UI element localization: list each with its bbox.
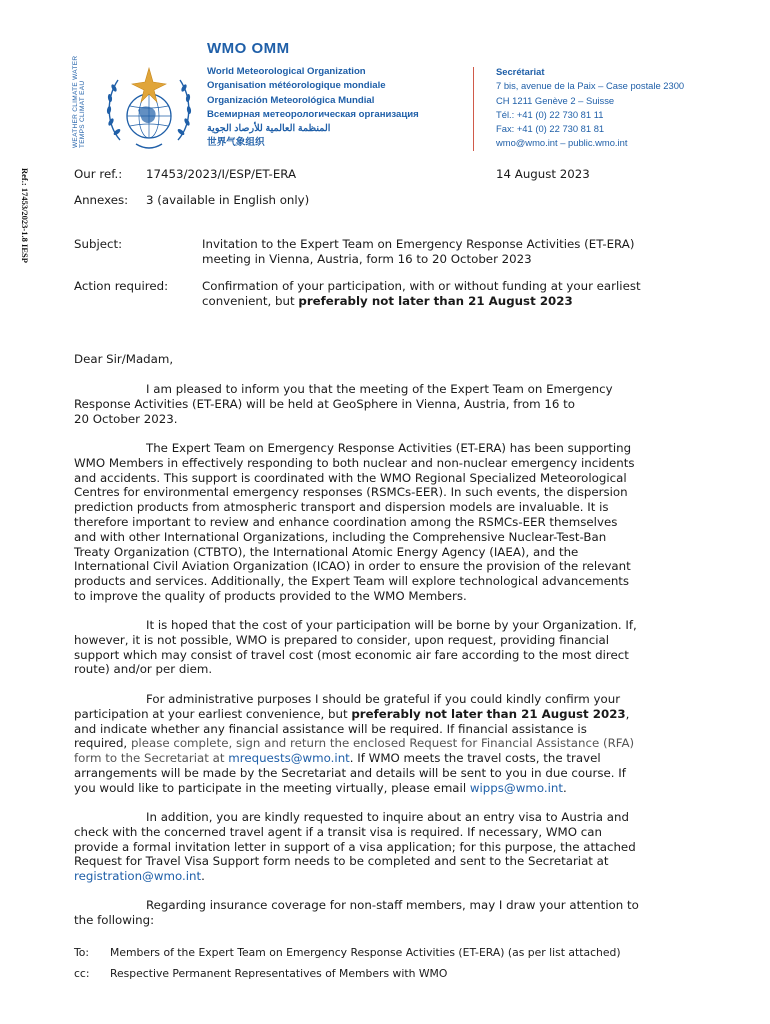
secretariat-address-2: CH 1211 Genève 2 – Suisse — [496, 94, 615, 106]
deadline-emphasis: preferably not later than 21 August 2023 — [351, 706, 626, 721]
mrequests-email-link[interactable]: mrequests@wmo.int — [228, 751, 350, 766]
org-name-en: World Meteorological Organization — [207, 66, 366, 77]
paragraph-line: For administrative purposes I should be grateful if you could kindly confirm your — [146, 692, 621, 706]
org-name-es: Organización Meteorológica Mundial — [207, 94, 375, 106]
paragraph-4 — [74, 692, 698, 796]
org-names — [207, 65, 419, 151]
secretariat-title: Secrétariat — [496, 66, 545, 77]
paragraph-line: check with the concerned travel agent if a transit visa is required. If necessary, WMO can — [74, 824, 602, 839]
paragraph-line: support which may consist of travel cost (most economic air fare according to the most direct — [74, 647, 629, 662]
action-label: Action required: — [74, 279, 169, 293]
tagline-vertical — [72, 56, 86, 148]
paragraph-2 — [74, 441, 698, 604]
cc-label: cc: — [74, 967, 90, 980]
paragraph-text: participation at your earliest convenience, but — [74, 706, 352, 721]
action-line-1: Confirmation of your participation, with or without funding at your earliest — [202, 279, 641, 293]
paragraph-text: you would like to participate in the meeting virtually, please email — [74, 780, 470, 795]
rfa-instruction: form to the Secretariat at — [74, 751, 229, 766]
paragraph-1 — [74, 382, 698, 426]
header-divider — [473, 67, 474, 151]
paragraph-line: route) and/or per diem. — [74, 662, 213, 677]
secretariat-fax: Fax: +41 (0) 22 730 81 81 — [496, 123, 605, 135]
annexes-value: 3 (available in English only) — [146, 193, 310, 207]
paragraph-line: Treaty Organization (CTBTO), the International Atomic Energy Agency (IAEA), and the — [74, 544, 579, 559]
paragraph-line: Response Activities (ET-ERA) will be held at GeoSphere in Vienna, Austria, from 16 to — [74, 396, 576, 411]
paragraph-line: Regarding insurance coverage for non-staff members, may I draw your attention to — [146, 898, 639, 912]
paragraph-line: Request for Travel Visa Support form needs to be completed and sent to the Secretariat at — [74, 854, 609, 869]
secretariat-address-1: 7 bis, avenue de la Paix – Case postale 2300 — [496, 80, 685, 92]
paragraph-6 — [74, 898, 698, 928]
paragraph-line: therefore important to review and enhance coordination among the RSMCs-EER themselves — [74, 514, 618, 529]
paragraph-line: and with other International Organizations, including the Comprehensive Nuclear-Test-Ban — [74, 529, 607, 544]
org-name-ar: المنظمة العالمية للأرصاد الجوية — [207, 123, 331, 135]
tagline-line-2: TEMPS CLIMAT EAU — [79, 80, 86, 148]
paragraph-line: products and services. Additionally, the Expert Team will explore technological advancements — [74, 574, 630, 589]
salutation: Dear Sir/Madam, — [74, 352, 174, 366]
paragraph-line: Centres for environmental emergency responses (RSMCs-EER). In such events, the dispersion — [74, 485, 628, 500]
org-name-ru: Всемирная метеорологическая организация — [207, 108, 419, 120]
paragraph-3 — [74, 618, 698, 677]
paragraph-line: It is hoped that the cost of your participation will be borne by your Organization. If, — [146, 618, 637, 632]
subject-label: Subject: — [74, 237, 123, 251]
paragraph-text: , — [625, 706, 630, 721]
paragraph-text: . — [562, 780, 567, 795]
paragraph-line: the following: — [74, 912, 155, 927]
paragraph-text: required, — [74, 736, 131, 751]
org-name-zh: 世界气象组织 — [207, 137, 265, 149]
annexes-label: Annexes: — [74, 193, 129, 207]
paragraph-line — [74, 736, 698, 751]
paragraph-line: WMO Members in effectively responding to both nuclear and non-nuclear emergency incidents — [74, 455, 635, 470]
letter-date: 14 August 2023 — [496, 167, 590, 181]
to-value: Members of the Expert Team on Emergency Response Activities (ET-ERA) (as per list attached) — [110, 946, 621, 959]
margin-reference: Ref.: 17453/2023-1.8 IESP — [20, 168, 30, 263]
paragraph-line: I am pleased to inform you that the meeting of the Expert Team on Emergency — [146, 382, 613, 396]
wmo-emblem-logo — [100, 62, 198, 154]
paragraph-line — [74, 869, 698, 884]
action-deadline: preferably not later than 21 August 2023 — [298, 294, 573, 308]
tagline-line-1: WEATHER CLIMATE WATER — [72, 55, 79, 148]
our-ref-value: 17453/2023/I/ESP/ET-ERA — [146, 167, 297, 181]
paragraph-line: International Civil Aviation Organization (ICAO) in order to ensure the provision of the relevant — [74, 559, 631, 574]
paragraph-text: . — [201, 869, 205, 884]
paragraph-line: and accidents. This support is coordinated with the WMO Regional Specialized Meteorological — [74, 470, 627, 485]
paragraph-line: and indicate whether any financial assistance will be required. If financial assistance is — [74, 721, 587, 736]
secretariat-tel: Tél.: +41 (0) 22 730 81 11 — [496, 108, 604, 120]
our-ref-label: Our ref.: — [74, 167, 123, 181]
wipps-email-link[interactable]: wipps@wmo.int — [469, 780, 563, 795]
secretariat-web: wmo@wmo.int – public.wmo.int — [496, 137, 628, 149]
subject-line-1: Invitation to the Expert Team on Emergency Response Activities (ET-ERA) — [202, 237, 635, 251]
brand-title: WMO OMM — [207, 40, 290, 57]
action-line-2-text: convenient, but — [202, 294, 299, 308]
paragraph-5 — [74, 810, 698, 884]
paragraph-line: to improve the quality of products provided to the WMO Members. — [74, 588, 467, 603]
paragraph-line: 20 October 2023. — [74, 411, 178, 426]
paragraph-line: In addition, you are kindly requested to inquire about an entry visa to Austria and — [146, 810, 629, 824]
rfa-instruction: please complete, sign and return the enclosed Request for Financial Assistance (RFA) — [130, 736, 635, 751]
paragraph-line — [74, 781, 698, 796]
paragraph-line: provide a formal invitation letter in support of a visa application; for this purpose, the attached — [74, 839, 636, 854]
cc-value: Respective Permanent Representatives of Members with WMO — [110, 967, 448, 980]
paragraph-line: arrangements will be made by the Secretariat and details will be sent to you in due course. If — [74, 765, 626, 780]
paragraph-text: . If WMO meets the travel costs, the travel — [349, 751, 601, 766]
secretariat-block — [496, 65, 684, 151]
action-line-2 — [202, 294, 573, 309]
paragraph-line: however, it is not possible, WMO is prepared to consider, upon request, providing financial — [74, 632, 610, 647]
paragraph-line — [74, 751, 698, 766]
paragraph-line: The Expert Team on Emergency Response Activities (ET-ERA) has been supporting — [146, 441, 632, 455]
paragraph-line — [74, 707, 698, 722]
org-name-fr: Organisation météorologique mondiale — [207, 80, 386, 92]
subject-line-2: meeting in Vienna, Austria, form 16 to 20 October 2023 — [202, 252, 532, 266]
registration-email-link[interactable]: registration@wmo.int — [74, 869, 202, 884]
paragraph-line: prediction products from atmospheric transport and dispersion models are invaluable. It is — [74, 500, 609, 515]
to-label: To: — [74, 946, 90, 959]
